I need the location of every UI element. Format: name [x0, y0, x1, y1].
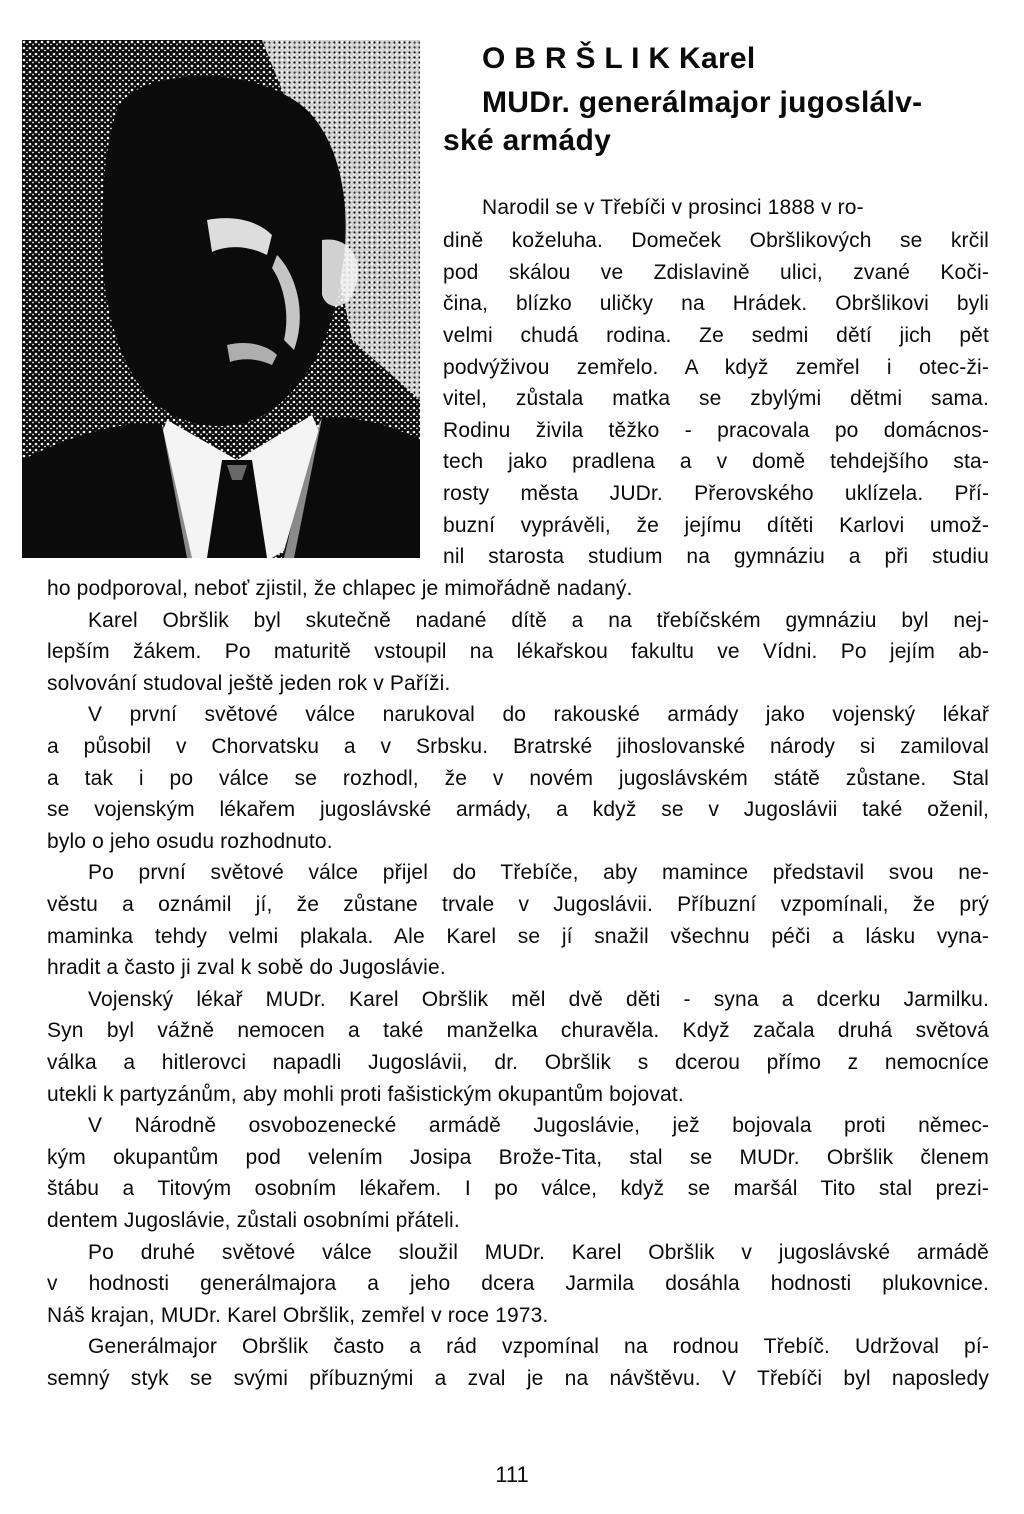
- body-line: buzní vyprávěli, že jejímu dítěti Karlovi umož-: [443, 514, 989, 537]
- body-line: podvýživou zemřelo. A když zemřel i otec-ži-: [443, 356, 989, 379]
- body-line: věstu a oznámil jí, že zůstane trvale v Jugoslávii. Příbuzní vzpomínali, že prý: [47, 893, 989, 916]
- body-line: maminka tehdy velmi plakala. Ale Karel se jí snažil všechnu péči a lásku vyna-: [47, 925, 989, 948]
- body-line: lepším žákem. Po maturitě vstoupil na lékařskou fakultu ve Vídni. Po jejím ab-: [47, 640, 989, 663]
- body-line: Po druhé světové válce sloužil MUDr. Karel Obršlik v jugoslávské armádě: [88, 1241, 989, 1264]
- body-line: rosty města JUDr. Přerovského uklízela. Pří-: [443, 482, 989, 505]
- body-line: kým okupantům pod velením Josipa Brože-Tita, stal se MUDr. Obršlik členem: [47, 1146, 989, 1169]
- body-line: nil starosta studium na gymnáziu a při studiu: [443, 545, 989, 568]
- body-line: solvování studoval ještě jeden rok v Paříži.: [47, 672, 451, 695]
- body-line: Karel Obršlik byl skutečně nadané dítě a na třebíčském gymnáziu byl nej-: [88, 609, 989, 632]
- body-line: V první světové válce narukoval do rakouské armády jako vojenský lékař: [88, 703, 989, 726]
- heading-subtitle-line1: MUDr. generálmajor jugoslálv-: [482, 86, 923, 119]
- body-line: bylo o jeho osudu rozhodnuto.: [47, 830, 333, 853]
- body-line: ho podporoval, neboť zjistil, že chlapec je mimořádně nadaný.: [47, 577, 633, 600]
- body-line: válka a hitlerovci napadli Jugoslávii, dr. Obršlik s dcerou přímo z nemocníce: [47, 1051, 989, 1074]
- body-line: utekli k partyzánům, aby mohli proti fašistickým okupantům bojovat.: [47, 1083, 684, 1106]
- portrait-photo: [22, 40, 420, 558]
- body-line: hradit a často ji zval k sobě do Jugoslávie.: [47, 956, 446, 979]
- body-line: Rodinu živila těžko - pracovala po domácnos-: [443, 419, 989, 442]
- body-line: štábu a Titovým osobním lékařem. I po válce, když se maršál Tito stal prezi-: [47, 1177, 989, 1200]
- body-line: dentem Jugoslávie, zůstali osobními přáteli.: [47, 1209, 460, 1232]
- body-line: Generálmajor Obršlik často a rád vzpomínal na rodnou Třebíč. Udržoval pí-: [88, 1335, 989, 1358]
- body-line: Syn byl vážně nemocen a také manželka churavěla. Když začala druhá světová: [47, 1019, 989, 1042]
- body-line: a tak i po válce se rozhodl, že v novém jugoslávském státě zůstane. Stal: [47, 767, 989, 790]
- page-number: 111: [495, 1462, 529, 1487]
- body-line: semný styk se svými příbuznými a zval je na návštěvu. V Třebíči byl naposledy: [47, 1367, 989, 1390]
- body-line: se vojenským lékařem jugoslávské armády, a když se v Jugoslávii také oženil,: [47, 798, 989, 821]
- body-line: Vojenský lékař MUDr. Karel Obršlik měl dvě děti - syna a dcerku Jarmilku.: [88, 988, 989, 1011]
- body-line: a působil v Chorvatsku a v Srbsku. Bratrské jihoslovanské národy si zamiloval: [47, 735, 989, 758]
- body-line: Po první světové válce přijel do Třebíče, aby mamince představil svou ne-: [88, 861, 989, 884]
- body-line: Náš krajan, MUDr. Karel Obršlik, zemřel v roce 1973.: [47, 1304, 549, 1327]
- heading-name: O B R Š L I K Karel: [482, 42, 756, 75]
- body-line: velmi chudá rodina. Ze sedmi dětí jich pět: [443, 324, 989, 347]
- body-line: pod skálou ve Zdislavině ulici, zvané Koči-: [443, 261, 989, 284]
- body-line: čina, blízko uličky na Hrádek. Obršlikovi byli: [443, 292, 989, 315]
- body-line: Narodil se v Třebíči v prosinci 1888 v ro-: [482, 196, 864, 219]
- body-line: V Národně osvobozenecké armádě Jugoslávie, jež bojovala proti němec-: [88, 1114, 989, 1137]
- body-line: vitel, zůstala matka se zbylými dětmi sama.: [443, 387, 989, 410]
- heading-subtitle-line2: ské armády: [443, 124, 612, 157]
- body-line: tech jako pradlena a v domě tehdejšího sta-: [443, 450, 989, 473]
- body-line: v hodnosti generálmajora a jeho dcera Jarmila dosáhla hodnosti plukovnice.: [47, 1272, 989, 1295]
- body-line: dině koželuha. Domeček Obršlikových se krčil: [443, 229, 989, 252]
